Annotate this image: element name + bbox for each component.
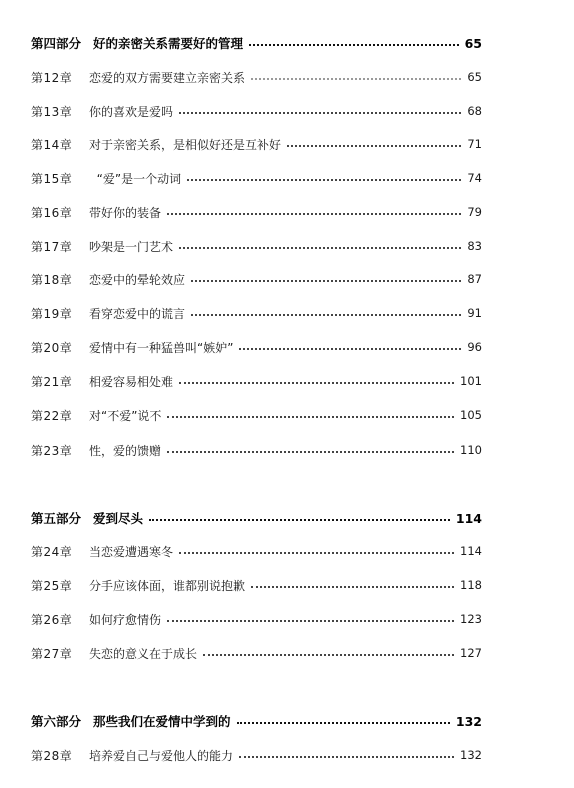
toc-chapter-entry xyxy=(31,643,482,663)
dot-leader xyxy=(287,144,461,147)
dot-leader xyxy=(167,415,454,418)
toc-chapter-entry xyxy=(31,67,482,87)
chapter-number: 第17章 xyxy=(31,239,73,254)
chapter-title: 分手应该体面，谁都别说抱歉 xyxy=(89,578,246,593)
chapter-title: 当恋爱遭遇寒冬 xyxy=(89,544,174,559)
chapter-number: 第16章 xyxy=(31,205,73,220)
toc-chapter-entry xyxy=(31,405,482,425)
chapter-title: 相爱容易相处难 xyxy=(89,374,174,389)
page-number: 65 xyxy=(464,35,482,51)
chapter-number: 第20章 xyxy=(31,340,73,355)
dot-leader xyxy=(251,585,454,588)
part-number: 第六部分 xyxy=(31,714,82,729)
page-number: 87 xyxy=(467,272,482,286)
toc-part-heading xyxy=(31,33,482,53)
page-number: 105 xyxy=(460,408,482,422)
page-number: 118 xyxy=(460,578,482,592)
page-number: 127 xyxy=(460,646,482,660)
toc-chapter-entry xyxy=(31,575,482,595)
chapter-number: 第19章 xyxy=(31,306,73,321)
chapter-number: 第14章 xyxy=(31,137,73,152)
toc-chapter-entry xyxy=(31,745,482,765)
page-number: 96 xyxy=(467,340,482,354)
chapter-number: 第12章 xyxy=(31,70,73,85)
toc-chapter-entry xyxy=(31,371,482,391)
chapter-title: 如何疗愈情伤 xyxy=(89,612,162,627)
toc-chapter-entry xyxy=(31,440,482,460)
chapter-title: 带好你的装备 xyxy=(89,205,162,220)
dot-leader xyxy=(179,111,461,114)
chapter-title: 对于亲密关系，是相似好还是互补好 xyxy=(89,137,282,152)
toc-chapter-entry xyxy=(31,101,482,121)
chapter-title: 恋爱中的晕轮效应 xyxy=(89,272,186,287)
toc-chapter-entry xyxy=(31,269,482,289)
dot-leader xyxy=(237,721,450,724)
chapter-number: 第15章 xyxy=(31,171,73,186)
chapter-title: “爱”是一个动词 xyxy=(89,171,182,186)
part-number: 第四部分 xyxy=(31,36,82,51)
chapter-number: 第22章 xyxy=(31,408,73,423)
part-number: 第五部分 xyxy=(31,511,82,526)
dot-leader xyxy=(239,755,454,758)
dot-leader xyxy=(191,279,461,282)
toc-part-heading xyxy=(31,508,482,528)
dot-leader xyxy=(251,77,461,80)
toc-chapter-entry xyxy=(31,202,482,222)
toc-chapter-entry xyxy=(31,337,482,357)
toc-chapter-entry xyxy=(31,236,482,256)
chapter-title: 吵架是一门艺术 xyxy=(89,239,174,254)
part-title: 好的亲密关系需要好的管理 xyxy=(93,36,244,51)
chapter-number: 第25章 xyxy=(31,578,73,593)
toc-chapter-entry xyxy=(31,303,482,323)
page-number: 101 xyxy=(460,374,482,388)
toc-chapter-entry xyxy=(31,541,482,561)
chapter-number: 第18章 xyxy=(31,272,73,287)
toc-part-heading xyxy=(31,711,482,731)
dot-leader xyxy=(179,551,454,554)
page-number: 74 xyxy=(467,171,482,185)
page-number: 132 xyxy=(455,713,482,729)
toc-chapter-entry xyxy=(31,168,482,188)
dot-leader xyxy=(179,246,461,249)
chapter-title: 看穿恋爱中的谎言 xyxy=(89,306,186,321)
chapter-number: 第26章 xyxy=(31,612,73,627)
chapter-number: 第13章 xyxy=(31,104,73,119)
page-number: 91 xyxy=(467,306,482,320)
page-number: 123 xyxy=(460,612,482,626)
page-number: 79 xyxy=(467,205,482,219)
chapter-title: 恋爱的双方需要建立亲密关系 xyxy=(89,70,246,85)
chapter-number: 第28章 xyxy=(31,748,73,763)
toc-chapter-entry xyxy=(31,609,482,629)
dot-leader xyxy=(167,212,461,215)
chapter-title: 爱情中有一种猛兽叫“嫉妒” xyxy=(89,340,234,355)
chapter-title: 培养爱自己与爱他人的能力 xyxy=(89,748,234,763)
page-number: 132 xyxy=(460,748,482,762)
dot-leader xyxy=(249,43,459,46)
part-title: 那些我们在爱情中学到的 xyxy=(93,714,231,729)
chapter-title: 失恋的意义在于成长 xyxy=(89,646,198,661)
dot-leader xyxy=(239,347,461,350)
dot-leader xyxy=(187,178,461,181)
page-number: 71 xyxy=(467,137,482,151)
dot-leader xyxy=(149,518,450,521)
chapter-title: 性，爱的馈赠 xyxy=(89,443,162,458)
dot-leader xyxy=(203,653,454,656)
page-number: 65 xyxy=(467,70,482,84)
chapter-number: 第21章 xyxy=(31,374,73,389)
chapter-title: 对“不爱”说不 xyxy=(89,408,162,423)
dot-leader xyxy=(167,450,454,453)
dot-leader xyxy=(191,313,461,316)
chapter-title: 你的喜欢是爱吗 xyxy=(89,104,174,119)
dot-leader xyxy=(167,619,454,622)
chapter-number: 第24章 xyxy=(31,544,73,559)
part-title: 爱到尽头 xyxy=(93,511,144,526)
chapter-number: 第27章 xyxy=(31,646,73,661)
page-number: 114 xyxy=(455,510,482,526)
chapter-number: 第23章 xyxy=(31,443,73,458)
dot-leader xyxy=(179,381,454,384)
page-number: 68 xyxy=(467,104,482,118)
page-number: 114 xyxy=(460,544,482,558)
page-number: 110 xyxy=(460,443,482,457)
page-number: 83 xyxy=(467,239,482,253)
toc-chapter-entry xyxy=(31,134,482,154)
